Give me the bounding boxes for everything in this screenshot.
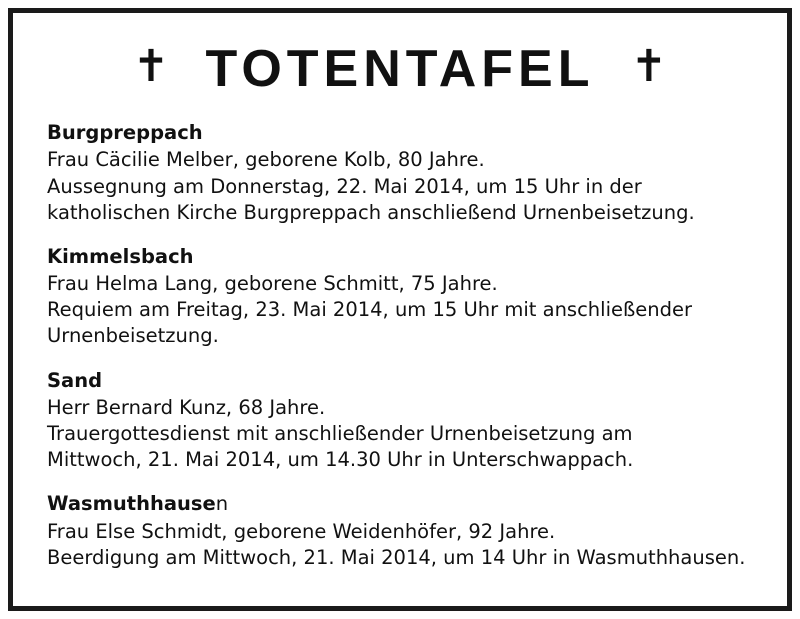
entry-line: Urnenbeisetzung. bbox=[47, 324, 219, 348]
entry-place-text: Burgpreppach bbox=[47, 121, 203, 144]
cross-icon-left: ✝ bbox=[132, 41, 170, 92]
entry-line: Beerdigung am Mittwoch, 21. Mai 2014, um 14 Uhr in Wasmuthhausen. bbox=[47, 545, 746, 569]
list-item bbox=[47, 492, 757, 571]
entry-line: Mittwoch, 21. Mai 2014, um 14.30 Uhr in Unterschwappach. bbox=[47, 448, 634, 472]
cross-icon-right: ✝ bbox=[630, 41, 668, 92]
entry-place bbox=[47, 369, 757, 393]
list-item bbox=[47, 245, 757, 350]
entry-place-text: Kimmelsbach bbox=[47, 244, 194, 268]
page-title: TOTENTAFEL bbox=[205, 40, 595, 98]
entry-place-text: Wasmuthhause bbox=[47, 492, 216, 516]
entry-line: katholischen Kirche Burgpreppach anschließend Urnenbeisetzung. bbox=[47, 200, 695, 224]
entry-line: Frau Cäcilie Melber, geborene Kolb, 80 Jahre. bbox=[47, 148, 485, 172]
list-item bbox=[47, 369, 757, 474]
list-item bbox=[47, 121, 757, 226]
entry-place bbox=[47, 121, 757, 145]
entry-line: Trauergottesdienst mit anschließender Urnenbeisetzung am bbox=[47, 422, 633, 445]
notice-border bbox=[8, 8, 792, 611]
notice-content bbox=[13, 13, 787, 606]
entry-line: Requiem am Freitag, 23. Mai 2014, um 15 Uhr mit anschließender bbox=[47, 298, 693, 322]
entry-place bbox=[47, 492, 757, 516]
entry-line: Frau Else Schmidt, geborene Weidenhöfer, 92 Jahre. bbox=[47, 519, 556, 543]
obituary-list bbox=[39, 121, 761, 571]
entry-place-suffix: n bbox=[215, 492, 229, 516]
entry-place bbox=[47, 245, 757, 269]
entry-line: Aussegnung am Donnerstag, 22. Mai 2014, um 15 Uhr in der bbox=[47, 174, 642, 198]
entry-place-text: Sand bbox=[47, 368, 103, 392]
entry-line: Herr Bernard Kunz, 68 Jahre. bbox=[47, 395, 326, 419]
entry-line: Frau Helma Lang, geborene Schmitt, 75 Jahre. bbox=[47, 272, 498, 296]
masthead bbox=[39, 40, 761, 98]
